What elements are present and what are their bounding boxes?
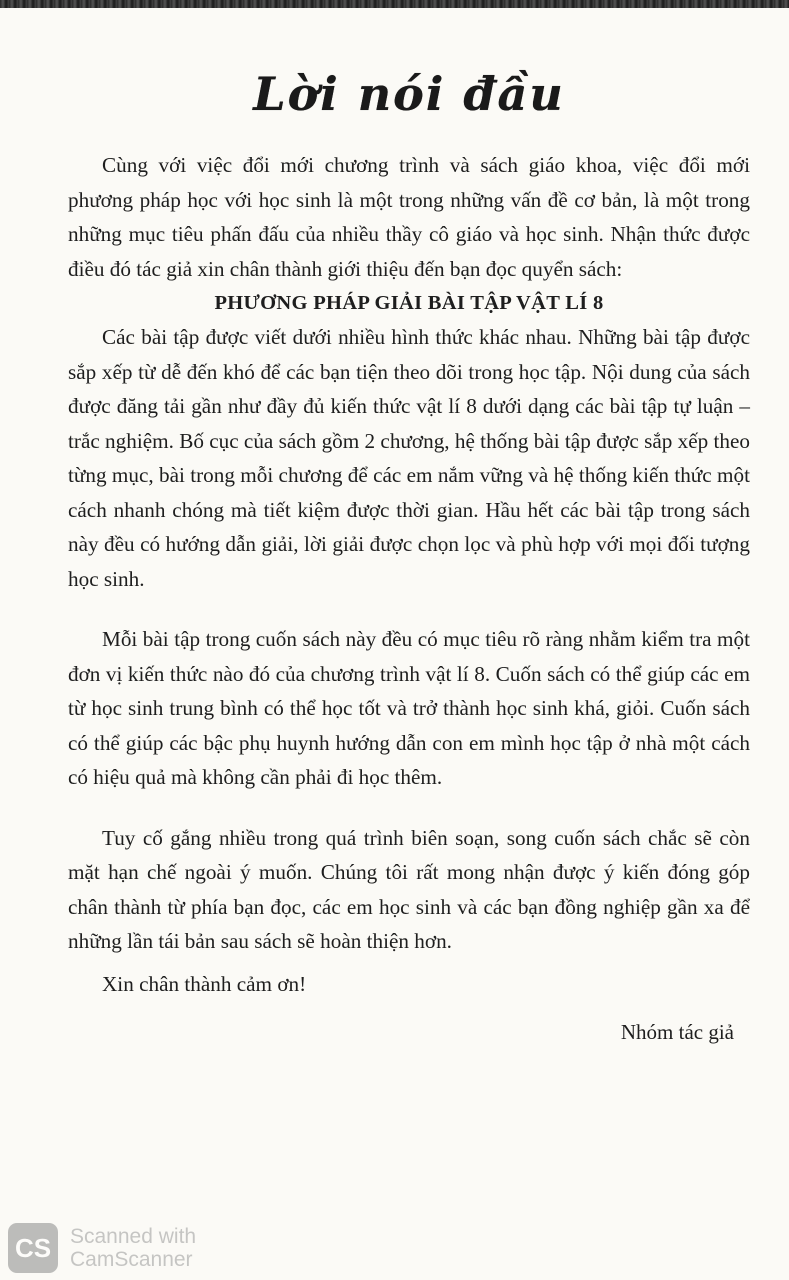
page-title: Lời nói đầu <box>253 67 565 121</box>
paragraph-4: Tuy cố gắng nhiều trong quá trình biên soạn, song cuốn sách chắc sẽ còn mặt hạn chế ngoài ý muốn. Chúng tôi rất mong nhận được ý kiến đóng góp chân thành từ phía bạn đọc, các em học sinh và các bạn đồng nghiệp gần xa để những lần tái bản sau sách sẽ hoàn thiện hơn. <box>68 825 750 953</box>
page-top-border <box>0 0 789 8</box>
paragraph-spacer <box>68 795 750 821</box>
camscanner-logo-icon: CS <box>8 1223 58 1273</box>
paragraph-spacer <box>68 596 750 622</box>
author-signature: Nhóm tác giả <box>620 1019 734 1044</box>
camscanner-watermark <box>8 1222 196 1274</box>
watermark-line-1: Scanned with <box>70 1225 197 1248</box>
watermark-line-2: CamScanner <box>70 1248 193 1271</box>
intro-paragraph: Cùng với việc đổi mới chương trình và sách giáo khoa, việc đổi mới phương pháp học với học sinh là một trong những vấn đề cơ bản, là một trong những mục tiêu phấn đấu của nhiều thầy cô giáo và học sinh. Nhận thức được điều đó tác giả xin chân thành giới thiệu đến bạn đọc quyển sách: <box>68 153 750 281</box>
paragraph-3: Mỗi bài tập trong cuốn sách này đều có mục tiêu rõ ràng nhằm kiểm tra một đơn vị kiến thức nào đó của chương trình vật lí 8. Cuốn sách có thể giúp các em từ học sinh trung bình có thể học tốt và trở thành học sinh khá, giỏi. Cuốn sách có thể giúp các bậc phụ huynh hướng dẫn con em mình học tập ở nhà một cách có hiệu quả mà không cần phải đi học thêm. <box>68 627 750 789</box>
watermark-text <box>70 1225 196 1271</box>
book-title: PHƯƠNG PHÁP GIẢI BÀI TẬP VẬT LÍ 8 <box>214 292 604 314</box>
thanks-line: Xin chân thành cảm ơn! <box>102 971 307 996</box>
document-page <box>68 60 750 1049</box>
paragraph-2: Các bài tập được viết dưới nhiều hình thức khác nhau. Những bài tập được sắp xếp từ dễ đến khó để các bạn tiện theo dõi trong học tập. Nội dung của sách được đăng tải gần như đầy đủ kiến thức vật lí 8 dưới dạng các bài tập tự luận – trắc nghiệm. Bố cục của sách gồm 2 chương, hệ thống bài tập được sắp xếp theo từng mục, bài trong mỗi chương để các em nắm vững và hệ thống kiến thức một cách nhanh chóng mà tiết kiệm được thời gian. Hầu hết các bài tập trong sách này đều có hướng dẫn giải, lời giải được chọn lọc và phù hợp với mọi đối tượng học sinh. <box>68 325 750 591</box>
